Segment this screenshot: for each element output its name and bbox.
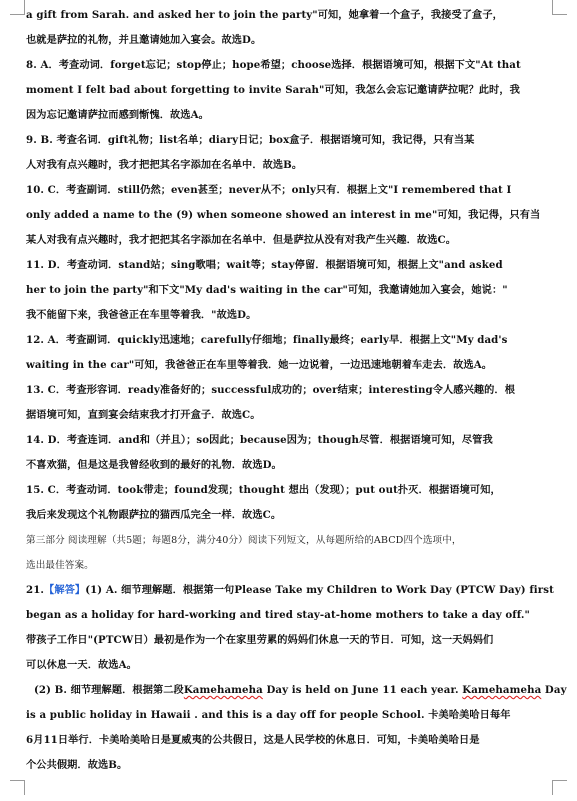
text-span: Day is held on June 11 each year. xyxy=(262,684,463,696)
text-line: 6月11日举行．卡美哈美哈日是夏威夷的公共假日，这是人民学校的休息日．可知，卡美哈美哈日是 xyxy=(26,734,480,746)
text-line: only added a name to the (9) when someone showed an interest in me"可知，我记得，只有当 xyxy=(26,209,541,221)
text-line: waiting in the car"可知，我爸爸正在车里等着我．她一边说着，一边迅速地朝着车走去．故选A。 xyxy=(26,359,493,371)
text-span: Day xyxy=(541,684,567,696)
question-21-part2 xyxy=(26,678,567,703)
text-line: 13. C．考查形容词．ready准备好的；successful成功的；over结束；interesting令人感兴趣的．根 xyxy=(26,384,516,396)
keyword-span: Kamehameha xyxy=(183,684,263,696)
section-heading-cont: 选出最佳答案。 xyxy=(26,560,94,571)
question-number: 21. xyxy=(26,584,45,596)
text-line: 我后来发现这个礼物跟萨拉的猫西瓜完全一样．故选C。 xyxy=(26,509,282,521)
text-line: 我不能留下来，我爸爸正在车里等着我．"故选D。 xyxy=(26,309,257,321)
answer-tag: 【解答】 xyxy=(44,584,86,596)
text-line: 据语境可知，直到宴会结束我才打开盒子．故选C。 xyxy=(26,409,261,421)
text-line: 个公共假期．故选B。 xyxy=(26,759,128,771)
text-line: began as a holiday for hard-working and tired stay-at-home mothers to take a day off." xyxy=(26,609,530,621)
text-line: 12. A．考查副词．quickly迅速地；carefully仔细地；finally最终；early早．根据上文"My dad's xyxy=(26,334,508,346)
text-line: 也就是萨拉的礼物，并且邀请她加入宴会。故选D。 xyxy=(26,34,262,46)
page-corner-mark xyxy=(10,780,25,795)
text-line: 9. B. 考查名词．gift礼物；list名单；diary日记；box盒子．根据语境可知，我记得，只有当某 xyxy=(26,134,475,146)
document-body xyxy=(26,3,567,778)
question-21-header xyxy=(26,578,554,603)
keyword-span: Kamehameha xyxy=(462,684,542,696)
text-line: 11. D．考查动词．stand站；sing歌唱；wait等；stay停留．根据语境可知，根据上文"and asked xyxy=(26,259,503,271)
text-line: 10. C．考查副词．still仍然；even甚至；never从不；only只有．根据上文"I remembered that I xyxy=(26,184,512,196)
text-line: 可以休息一天．故选A。 xyxy=(26,659,137,671)
section-heading: 第三部分 阅读理解（共5题；每题8分，满分40分）阅读下列短文，从每题所给的ABCD四个选项中， xyxy=(26,535,462,546)
text-span: (1) A. 细节理解题．根据第一句Please Take my Children to Work Day (PTCW Day) first xyxy=(85,584,554,596)
text-line: 因为忘记邀请萨拉而感到惭愧．故选A。 xyxy=(26,109,209,121)
page-corner-mark xyxy=(552,0,567,15)
text-line: 人对我有点兴趣时，我才把把其名字添加在名单中．故选B。 xyxy=(26,159,303,171)
text-line: a gift from Sarah. and asked her to join the party"可知，她拿着一个盒子，我接受了盒子， xyxy=(26,9,503,21)
text-line: 不喜欢猫，但是这是我曾经收到的最好的礼物．故选D。 xyxy=(26,459,282,471)
text-line: 8. A．考查动词．forget忘记；stop停止；hope希望；choose选择．根据语境可知，根据下文"At that xyxy=(26,59,521,71)
page-corner-mark xyxy=(552,780,567,795)
page-corner-mark xyxy=(10,0,25,15)
text-line: is a public holiday in Hawaii . and this is a day off for people School. 卡美哈美哈日每年 xyxy=(26,709,511,721)
text-line: 14. D．考查连词．and和（并且）；so因此；because因为；though尽管．根据语境可知，尽管我 xyxy=(26,434,493,446)
text-line: her to join the party"和下文"My dad's waiting in the car"可知，我邀请她加入宴会，她说：" xyxy=(26,284,508,296)
text-span: (2) B. 细节理解题．根据第二段 xyxy=(34,684,184,696)
text-line: 15. C．考查动词．took带走；found发现；thought 想出（发现）；put out扑灭．根据语境可知， xyxy=(26,484,501,496)
text-line: moment I felt bad about forgetting to invite Sarah"可知，我怎么会忘记邀请萨拉呢？此时，我 xyxy=(26,84,520,96)
text-line: 带孩子工作日"(PTCW日）最初是作为一个在家里劳累的妈妈们休息一天的节日．可知，这一天妈妈们 xyxy=(26,634,494,646)
text-line: 某人对我有点兴趣时，我才把把其名字添加在名单中．但是萨拉从没有对我产生兴趣．故选C。 xyxy=(26,234,456,246)
